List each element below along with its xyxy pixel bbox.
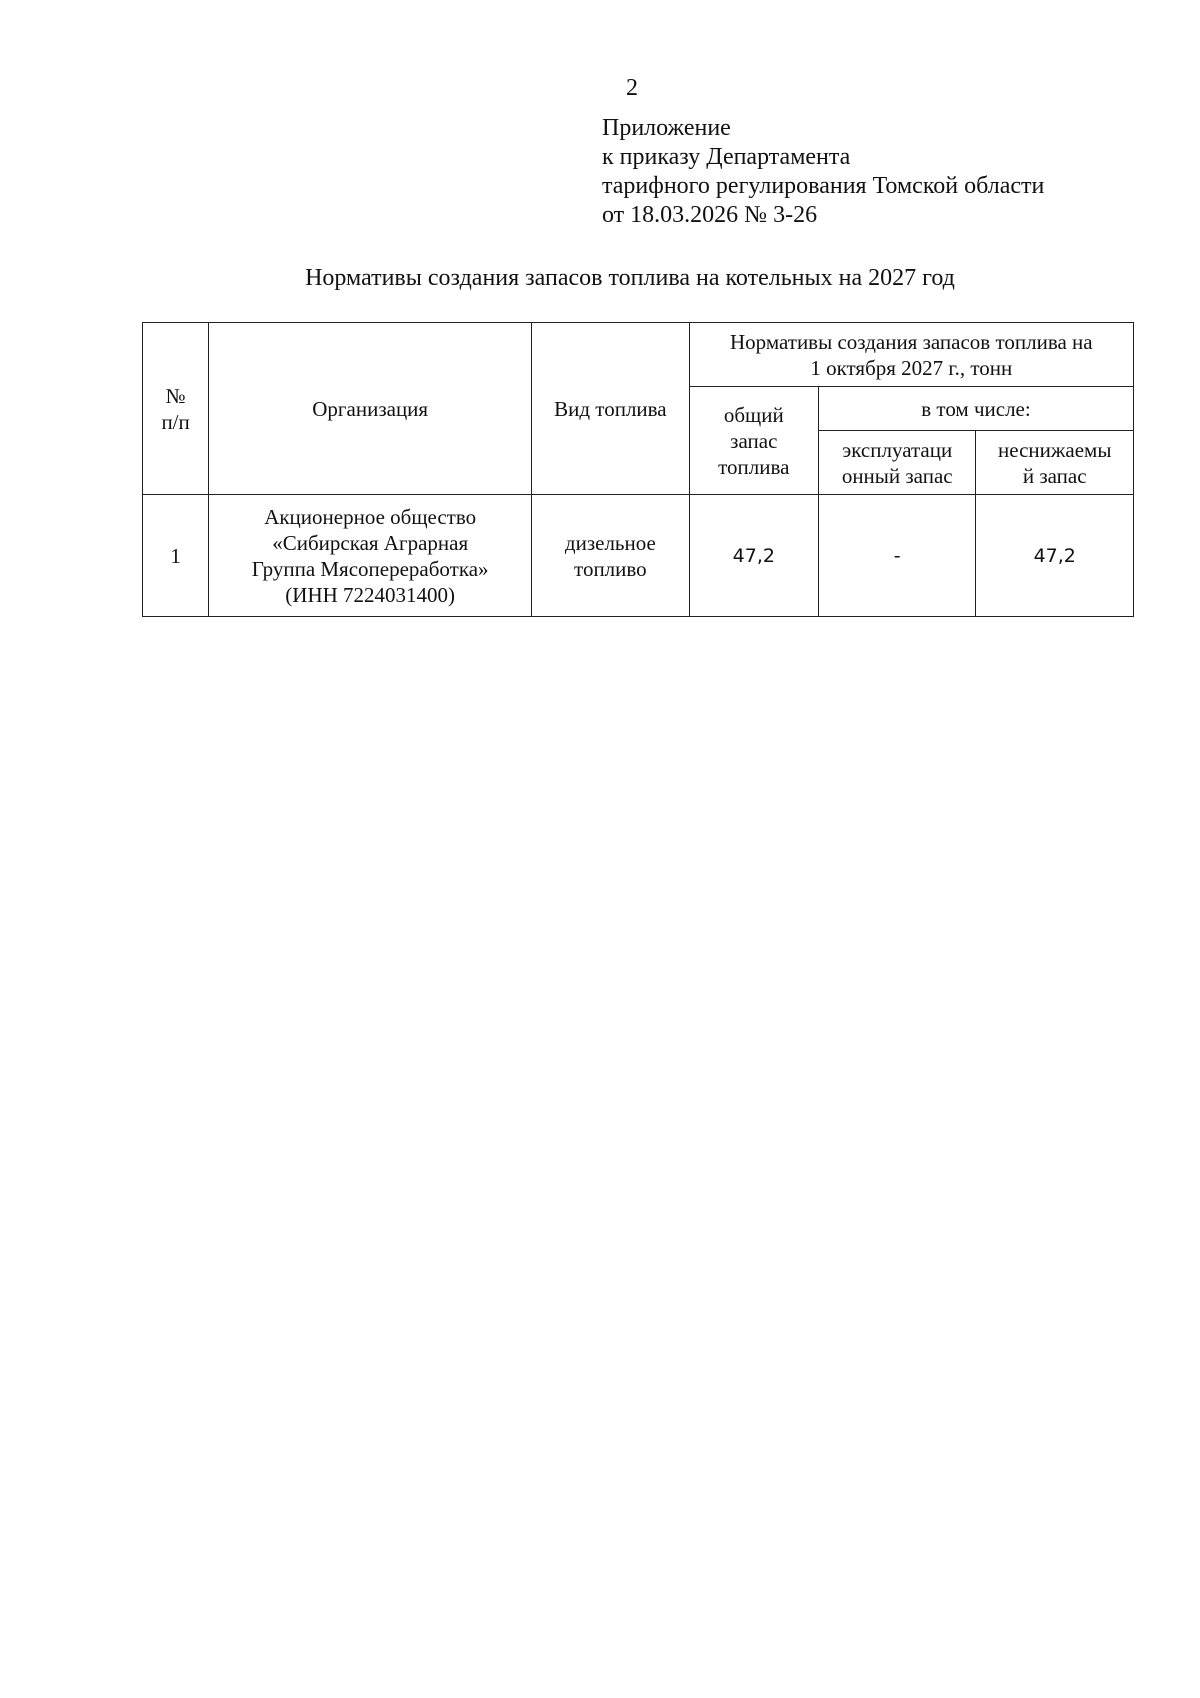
header-organization: Организация <box>209 323 532 495</box>
cell-irreducible-stock: 47,2 <box>976 495 1134 617</box>
cell-fuel-type: дизельное топливо <box>532 495 689 617</box>
header-num: № п/п <box>143 323 209 495</box>
header-irreducible-stock: неснижаемы й запас <box>976 431 1134 495</box>
cell-organization: Акционерное общество «Сибирская Аграрная Группа Мясопереработка» (ИНН 7224031400) <box>209 495 532 617</box>
appendix-block <box>602 114 1044 230</box>
header-fuel-type: Вид топлива <box>532 323 689 495</box>
appendix-line: от 18.03.2026 № 3-26 <box>602 202 818 228</box>
document-title: Нормативы создания запасов топлива на котельных на 2027 год <box>305 265 955 291</box>
page-number: 2 <box>626 75 638 101</box>
header-row <box>143 323 1134 387</box>
appendix-line: к приказу Департамента <box>602 144 851 170</box>
cell-num: 1 <box>143 495 209 617</box>
cell-operational-stock: - <box>818 495 975 617</box>
table-row <box>143 495 1134 617</box>
fuel-norms-table <box>142 322 1134 617</box>
appendix-line: тарифного регулирования Томской области <box>602 173 1045 199</box>
cell-total-stock: 47,2 <box>689 495 818 617</box>
header-operational-stock: эксплуатаци онный запас <box>818 431 975 495</box>
header-norms: Нормативы создания запасов топлива на 1 октября 2027 г., тонн <box>689 323 1133 387</box>
header-including: в том числе: <box>818 387 1133 431</box>
appendix-line: Приложение <box>602 115 731 141</box>
header-total-stock: общий запас топлива <box>689 387 818 495</box>
